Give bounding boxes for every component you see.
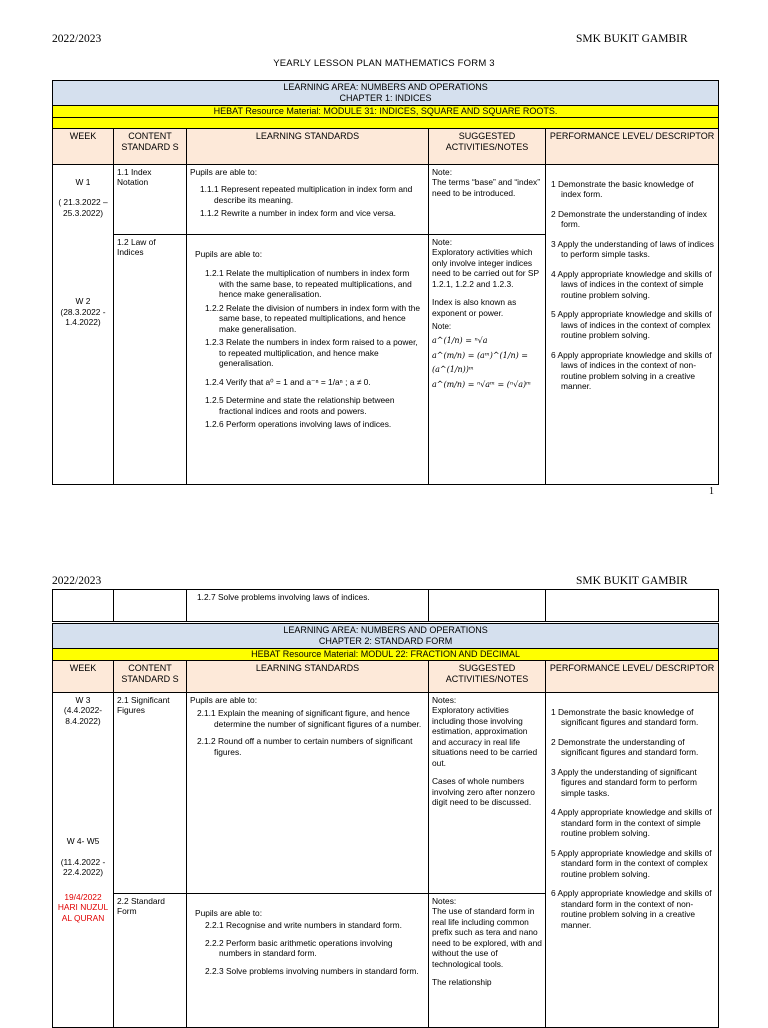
holiday-note: 19/4/2022 HARI NUZUL AL QURAN [57,891,109,923]
pl-5: 5 Apply appropriate knowledge and skills of laws of indices in the context of complex routine problem solving. [551,309,712,341]
week-cell [53,692,114,1027]
performance-level-chapter-1 [546,164,719,484]
ls-1-1-2: 1.1.2 Rewrite a number in index form and vice versa. [200,208,396,219]
ls-1-2-1: 1.2.1 Relate the multiplication of numbers in index form with the same base, to repeated multiplications, and hence make generalisation. [205,268,412,300]
learning-standards-2-1 [187,692,429,893]
header-week: WEEK [53,660,114,692]
pl-6: 6 Apply appropriate knowledge and skills of standard form in the context of non-routine problem solving in a creative manner. [551,888,712,930]
pl-1: 1 Demonstrate the basic knowledge of significant figures and standard form. [551,706,699,728]
lesson-plan-table-chapter-1 [52,80,719,485]
pl-2: 2 Demonstrate the understanding of index form. [551,208,707,230]
school-name: SMK BUKIT GAMBIR [576,33,688,45]
learning-standards-1-1 [187,164,429,234]
week-4-5: W 4- W5 [66,836,100,847]
ls-2-2-2: 2.2.2 Perform basic arithmetic operations involving numbers in standard form. [205,937,393,959]
ls-2-2-3: 2.2.3 Solve problems involving numbers in standard form. [205,965,419,976]
week-3-dates: (4.4.2022- 8.4.2022) [63,705,103,726]
performance-level-chapter-2 [546,692,719,1027]
note-label: Notes: [432,895,457,906]
learning-standards-1-2 [187,234,429,484]
note-text: The terms “base” and “index” need to be introduced. [432,177,540,198]
empty-cell [114,590,187,622]
header-suggested-activities: SUGGESTED ACTIVITIES/NOTES [429,660,546,692]
pl-6: 6 Apply appropriate knowledge and skills of laws of indices in the context of non-routine problem solving in a creative manner. [551,349,712,392]
ls-intro: Pupils are able to: [195,248,263,259]
year-label: 2022/2023 [52,575,102,587]
pl-4: 4 Apply appropriate knowledge and skills of laws of indices in the context of simple routine problem solving. [551,268,712,300]
content-standard-2-1: 2.1 Significant Figures [114,692,187,893]
notes-2-2 [429,893,546,1027]
ls-1-2-4: 1.2.4 Verify that a⁰ = 1 and a⁻ⁿ = 1/aⁿ ; a ≠ 0. [205,376,371,387]
week-2-dates: (28.3.2022 - 1.4.2022) [60,306,106,328]
formula-1: a^(1/n) = ⁿ√a [432,336,488,346]
hebat-resource: HEBAT Resource Material: MODULE 31: INDICES, SQUARE AND SQUARE ROOTS. [53,105,719,117]
lesson-plan-table-chapter-2 [52,623,719,1028]
week-4-5-dates: (11.4.2022 - 22.4.2022) [60,856,106,878]
ls-1-1-1: 1.1.1 Represent repeated multiplication in index form and describe its meaning. [200,184,413,205]
week-1: W 1 [75,176,91,187]
pl-1: 1 Demonstrate the basic knowledge of index form. [551,178,694,200]
chapter-title: CHAPTER 2: STANDARD FORM [318,635,453,646]
hebat-resource: HEBAT Resource Material: MODUL 22: FRACTION AND DECIMAL [53,648,719,660]
pl-2: 2 Demonstrate the understanding of significant figures and standard form. [551,736,699,758]
chapter-title: CHAPTER 1: INDICES [339,92,432,103]
note-label: Note: [432,166,453,177]
document-title: YEARLY LESSON PLAN MATHEMATICS FORM 3 [273,58,495,69]
week-3: W 3 [75,694,91,705]
note-text: Exploratory activities which only involve integer indices need to be carried out for SP 1.2.1, 1.2.2 and 1.2.3. [432,247,539,289]
empty-cell [53,590,114,622]
ls-intro: Pupils are able to: [195,907,263,918]
carry-over-table [52,589,719,622]
header-learning-standards: LEARNING STANDARDS [187,128,429,164]
pl-5: 5 Apply appropriate knowledge and skills of standard form in the context of complex routine problem solving. [551,847,712,879]
ls-1-2-6: 1.2.6 Perform operations involving laws of indices. [205,419,392,430]
yellow-spacer [53,117,719,128]
pl-4: 4 Apply appropriate knowledge and skills of standard form in the context of simple routine problem solving. [551,807,712,839]
ls-1-2-3: 1.2.3 Relate the numbers in index form raised to a power, to repeated multiplication, and hence make generalisation. [205,337,418,369]
notes-1-1 [429,164,546,234]
year-label: 2022/2023 [52,33,102,45]
note-text: Exploratory activities including those involving estimation, approximation and accuracy in real life situations need to be carried out. [432,705,538,768]
learning-area-header [53,624,719,649]
ls-1-2-2: 1.2.2 Relate the division of numbers in index form with the same base, to repeated multiplications, and hence make generalisation. [205,302,421,334]
header-learning-standards: LEARNING STANDARDS [187,660,429,692]
formula-2: a^(m/n) = (aᵐ)^(1/n) = (a^(1/n))ᵐ [432,350,528,375]
empty-cell [429,590,546,622]
ls-2-1-2: 2.1.2 Round off a number to certain numbers of significant figures. [197,736,413,757]
school-name: SMK BUKIT GAMBIR [576,575,688,587]
note-text: The use of standard form in real life including common prefix such as tera and nano need to be explored, with and without the use of technological tools. [432,906,542,969]
note-text-2: Cases of whole numbers involving zero after nonzero digit need to be discussed. [432,776,535,808]
note-text-2: Index is also known as exponent or power. [432,297,517,318]
learning-standards-2-2 [187,893,429,1027]
learning-area-header [53,81,719,106]
ls-2-2-1: 2.2.1 Recognise and write numbers in standard form. [205,920,402,931]
notes-2-1 [429,692,546,893]
ls-1-2-7: 1.2.7 Solve problems involving laws of indices. [187,590,429,622]
header-suggested-activities: SUGGESTED ACTIVITIES/NOTES [429,128,546,164]
page-number: 1 [709,486,714,497]
learning-area: LEARNING AREA: NUMBERS AND OPERATIONS [283,625,488,635]
pl-3: 3 Apply the understanding of laws of indices to perform simple tasks. [551,238,714,260]
content-standard-1-2: 1.2 Law of Indices [114,234,187,484]
note-text-2: The relationship [432,977,492,988]
header-week: WEEK [53,128,114,164]
week-2: W 2 [75,296,91,307]
note-label: Note: [432,236,453,247]
formula-3: a^(m/n) = ⁿ√aᵐ = (ⁿ√a)ᵐ [432,379,531,389]
week-cell [53,164,114,484]
empty-cell [546,590,719,622]
header-content-standards: CONTENT STANDARD S [114,128,187,164]
note-label: Notes: [432,694,457,705]
content-standard-1-1: 1.1 Index Notation [114,164,187,234]
ls-intro: Pupils are able to: [190,694,258,705]
ls-1-2-5: 1.2.5 Determine and state the relationship between fractional indices and roots and powers. [205,395,395,416]
learning-area: LEARNING AREA: NUMBERS AND OPERATIONS [283,82,488,92]
content-standard-2-2: 2.2 Standard Form [114,893,187,1027]
week-1-dates: ( 21.3.2022 – 25.3.2022) [58,197,108,218]
notes-1-2 [429,234,546,484]
header-content-standards: CONTENT STANDARD S [114,660,187,692]
ls-2-1-1: 2.1.1 Explain the meaning of significant figure, and hence determine the number of significant figures of a number. [197,708,422,729]
formula-note-label: Note: [432,322,452,332]
pl-3: 3 Apply the understanding of significant figures and standard form to perform simple tasks. [551,766,697,798]
header-performance-level: PERFORMANCE LEVEL/ DESCRIPTOR [546,128,719,164]
ls-intro: Pupils are able to: [190,166,258,177]
header-performance-level: PERFORMANCE LEVEL/ DESCRIPTOR [546,660,719,692]
